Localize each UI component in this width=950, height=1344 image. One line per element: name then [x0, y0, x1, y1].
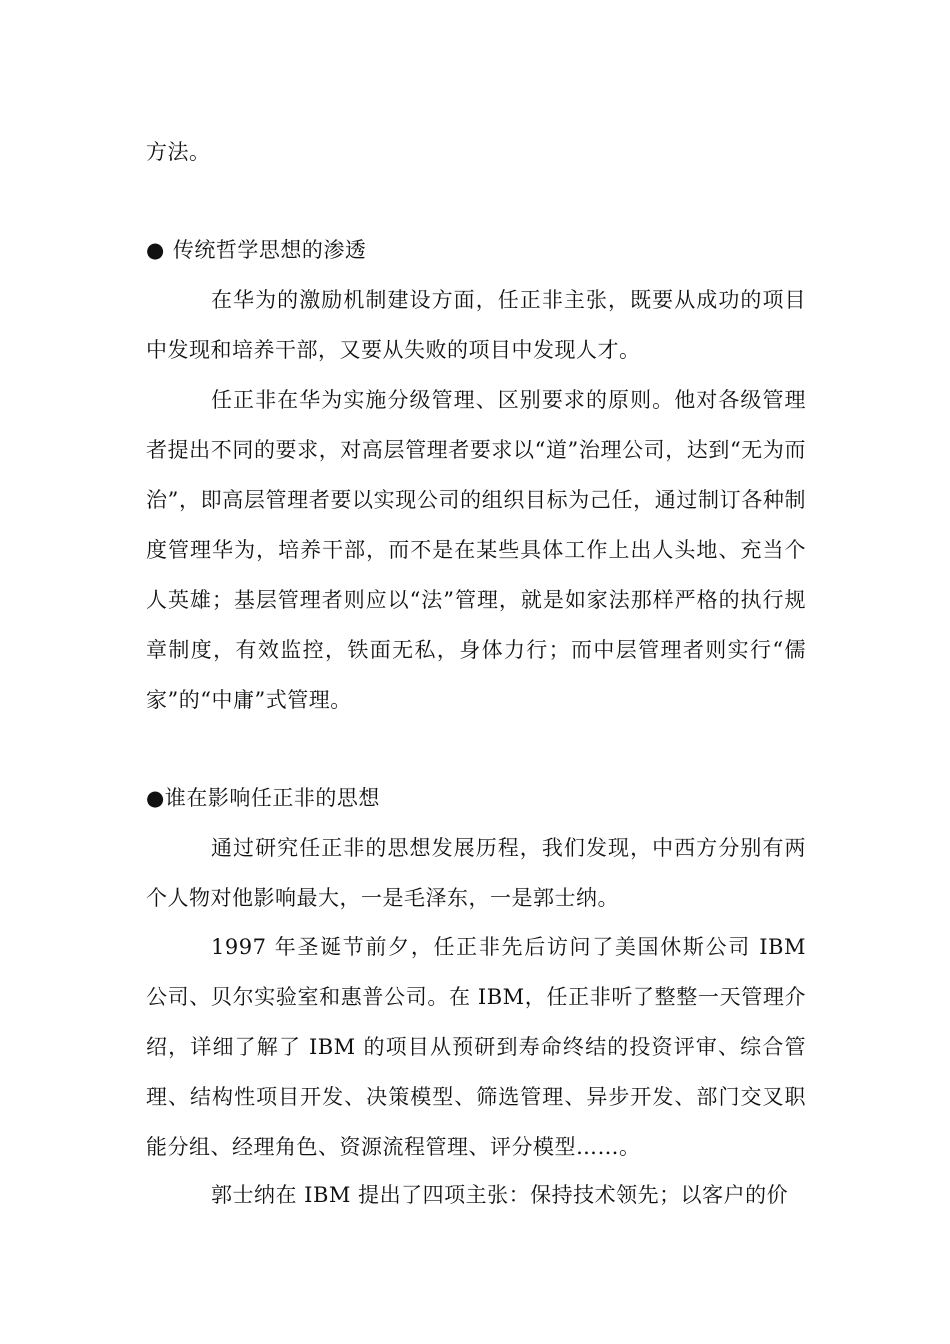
section-heading-influences	[146, 773, 806, 823]
paragraph-incentive: 在华为的激励机制建设方面，任正非主张，既要从成功的项目中发现和培养干部，又要从失败的项目中发现人才。	[146, 288, 806, 362]
section-heading-text: 传统哲学思想的渗透	[172, 238, 367, 262]
paragraph-gerstner: 郭士纳在 IBM 提出了四项主张：保持技术领先；以客户的价	[211, 1183, 789, 1207]
paragraph-management-levels: 任正非在华为实施分级管理、区别要求的原则。他对各级管理者提出不同的要求，对高层管理者要求以“道”治理公司，达到“无为而治”，即高层管理者要以实现公司的组织目标为己任，通过制订各种制度管理华为，培养干部，而不是在某些具体工作上出人头地、充当个人英雄；基层管理者则应以“法”管理，就是如家法那样严格的执行规章制度，有效监控，铁面无私，身体力行；而中层管理者则实行“儒家”的“中庸”式管理。	[146, 388, 806, 712]
bullet-icon: ●	[146, 786, 165, 810]
section-heading-traditional-philosophy	[146, 225, 806, 275]
bullet-icon: ●	[146, 238, 165, 262]
paragraph-fragment: 方法。	[146, 140, 211, 164]
paragraph-two-figures: 通过研究任正非的思想发展历程，我们发现，中西方分别有两个人物对他影响最大，一是毛泽东，一是郭士纳。	[146, 836, 806, 910]
section-heading-text: 谁在影响任正非的思想	[164, 786, 380, 810]
paragraph-ibm-visit: 1997 年圣诞节前夕，任正非先后访问了美国休斯公司 IBM 公司、贝尔实验室和惠普公司。在 IBM，任正非听了整整一天管理介绍，详细了解了 IBM 的项目从预研到寿命终结的投资评审、综合管理、结构性项目开发、决策模型、筛选管理、异步开发、部门交叉职能分组、经理角色、资源流程管理、评分模型……。	[146, 935, 806, 1159]
